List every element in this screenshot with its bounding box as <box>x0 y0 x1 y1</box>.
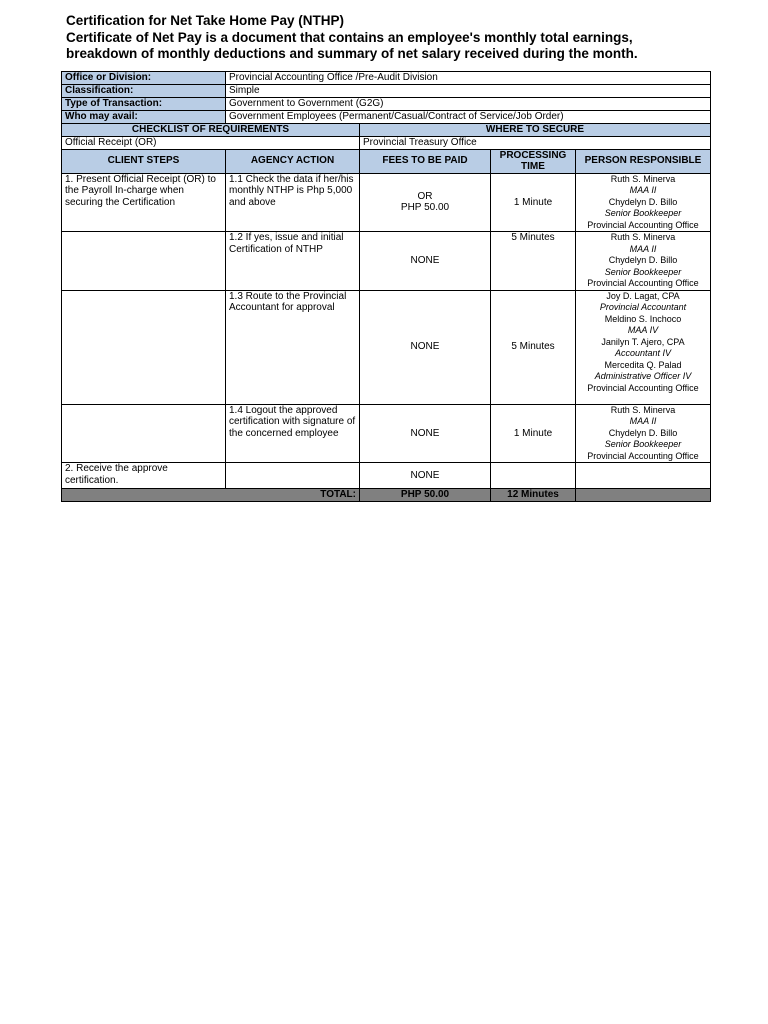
processing-time <box>491 463 576 489</box>
person-position: MAA II <box>629 243 657 254</box>
total-time: 12 Minutes <box>491 489 576 502</box>
checklist-header: CHECKLIST OF REQUIREMENTS <box>62 124 360 137</box>
processing-time: 1 Minute <box>491 404 576 463</box>
total-fee: PHP 50.00 <box>360 489 491 502</box>
agency-action: 1.3 Route to the Provincial Accountant for approval <box>226 290 360 404</box>
column-header-row <box>62 149 711 173</box>
person-responsible <box>576 404 711 463</box>
document-description: Certificate of Net Pay is a document that contains an employee's monthly total earnings, breakdown of monthly deductions and summary of net salary received during the month. <box>66 30 638 61</box>
step-row <box>62 463 711 489</box>
agency-action: 1.4 Logout the approved certification with signature of the concerned employee <box>226 404 360 463</box>
person-responsible <box>576 463 711 489</box>
person-position: Senior Bookkeeper <box>604 439 682 449</box>
fee: NONE <box>360 290 491 404</box>
column-header-person-responsible: PERSON RESPONSIBLE <box>576 149 711 173</box>
person-office: Provincial Accounting Office <box>587 450 699 461</box>
info-label: Who may avail: <box>62 111 226 124</box>
info-value: Simple <box>226 85 711 98</box>
step-row <box>62 290 711 404</box>
processing-time: 5 Minutes <box>491 290 576 404</box>
fee: NONE <box>360 463 491 489</box>
where-to-secure-header: WHERE TO SECURE <box>360 124 711 137</box>
column-header-processing-time: PROCESSING TIME <box>491 149 576 173</box>
person-name: Chydelyn D. Billo <box>608 196 678 207</box>
agency-action <box>226 463 360 489</box>
person-office: Provincial Accounting Office <box>587 382 699 393</box>
fee <box>360 173 491 232</box>
info-row-classification <box>62 85 711 98</box>
person-position: MAA II <box>629 185 657 195</box>
person-office: Provincial Accounting Office <box>587 219 699 230</box>
info-row-office <box>62 72 711 85</box>
total-row <box>62 489 711 502</box>
total-blank <box>576 489 711 502</box>
person-name: Ruth S. Minerva <box>610 173 676 184</box>
person-responsible <box>576 173 711 232</box>
person-position: Administrative Officer IV <box>594 371 692 381</box>
checklist-header-row <box>62 124 711 137</box>
info-value: Government Employees (Permanent/Casual/Contract of Service/Job Order) <box>226 111 711 124</box>
person-position: Accountant IV <box>614 348 672 358</box>
service-table <box>61 71 711 502</box>
client-step <box>62 290 226 404</box>
column-header-client-steps: CLIENT STEPS <box>62 149 226 173</box>
info-label: Type of Transaction: <box>62 98 226 111</box>
person-responsible <box>576 232 711 291</box>
requirement-item: Official Receipt (OR) <box>62 136 360 149</box>
column-header-fees: FEES TO BE PAID <box>360 149 491 173</box>
fee-line: OR <box>417 190 433 202</box>
fee: NONE <box>360 232 491 291</box>
person-position: MAA IV <box>627 325 659 335</box>
person-name: Ruth S. Minerva <box>610 404 676 415</box>
person-responsible <box>576 290 711 404</box>
person-name: Joy D. Lagat, CPA <box>606 290 680 301</box>
person-office: Provincial Accounting Office <box>587 278 699 288</box>
fee: NONE <box>360 404 491 463</box>
person-name: Chydelyn D. Billo <box>608 427 678 438</box>
person-name: Ruth S. Minerva <box>610 232 676 242</box>
info-label: Office or Division: <box>62 72 226 85</box>
agency-action: 1.2 If yes, issue and initial Certification of NTHP <box>226 232 360 291</box>
person-position: Provincial Accountant <box>599 302 687 312</box>
person-position: Senior Bookkeeper <box>604 208 682 218</box>
step-row <box>62 173 711 232</box>
client-step <box>62 404 226 463</box>
checklist-row <box>62 136 711 149</box>
agency-action: 1.1 Check the data if her/his monthly NTHP is Php 5,000 and above <box>226 173 360 232</box>
person-name: Meldino S. Inchoco <box>604 313 682 324</box>
client-step <box>62 232 226 291</box>
step-row <box>62 232 711 291</box>
column-header-agency-action: AGENCY ACTION <box>226 149 360 173</box>
info-label: Classification: <box>62 85 226 98</box>
total-label: TOTAL: <box>62 489 360 502</box>
person-name: Chydelyn D. Billo <box>608 255 678 265</box>
info-value: Provincial Accounting Office /Pre-Audit Division <box>226 72 711 85</box>
person-name: Mercedita Q. Palad <box>604 359 682 370</box>
person-name: Janilyn T. Ajero, CPA <box>601 336 685 347</box>
fee-line: PHP 50.00 <box>400 202 450 214</box>
person-position: Senior Bookkeeper <box>604 266 682 277</box>
info-value: Government to Government (G2G) <box>226 98 711 111</box>
where-to-secure-value: Provincial Treasury Office <box>360 136 711 149</box>
client-step: 1. Present Official Receipt (OR) to the Payroll In-charge when securing the Certification <box>62 173 226 232</box>
processing-time: 1 Minute <box>491 173 576 232</box>
info-row-transaction <box>62 98 711 111</box>
person-position: MAA II <box>629 416 657 426</box>
step-row <box>62 404 711 463</box>
document-title: Certification for Net Take Home Pay (NTHP) <box>66 13 345 28</box>
info-row-who-may-avail <box>62 111 711 124</box>
processing-time: 5 Minutes <box>491 232 576 291</box>
client-step: 2. Receive the approve certification. <box>62 463 226 489</box>
